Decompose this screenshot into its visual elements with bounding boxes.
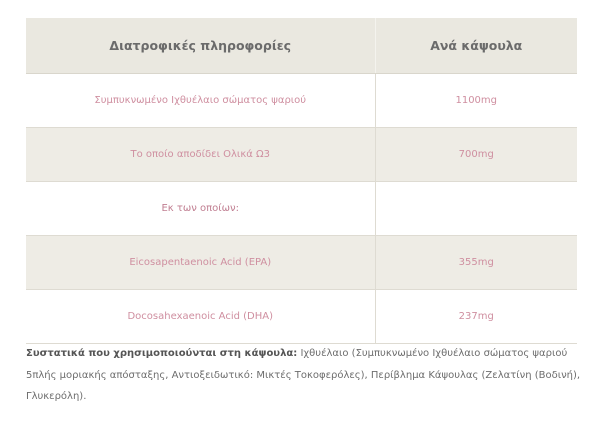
row-value-total-omega3: 700mg <box>375 128 577 182</box>
table-row <box>26 182 577 236</box>
row-name-epa: Eicosapentaenoic Acid (EPA) <box>26 236 375 290</box>
header-per-capsule: Ανά κάψουλα <box>375 18 577 74</box>
row-name-fish-oil: Συμπυκνωμένο Ιχθυέλαιο σώματος ψαριού <box>26 74 375 128</box>
table-row <box>26 74 577 128</box>
row-value-dha: 237mg <box>375 290 577 344</box>
ingredients-text: Ιχθυέλαιο (Συμπυκνωμένο Ιχθυέλαιο σώματος ψαριού 5πλής μοριακής απόσταξης, Αντιοξειδωτικό: Μικτές Τοκοφερόλες), Περίβλημα Κάψουλας (Ζελατίνη (Βοδινή), Γλυκερόλη). <box>26 348 581 402</box>
header-nutrition-info: Διατροφικές πληροφορίες <box>26 18 375 74</box>
row-value-epa: 355mg <box>375 236 577 290</box>
table-header-row <box>26 18 577 74</box>
row-name-total-omega3: Το οποίο αποδίδει Ολικά Ω3 <box>26 128 375 182</box>
ingredients-paragraph <box>26 343 581 408</box>
nutrition-table <box>26 18 577 344</box>
ingredients-label: Συστατικά που χρησιμοποιούνται στη κάψουλα: <box>26 348 298 359</box>
row-value-fish-oil: 1100mg <box>375 74 577 128</box>
row-name-dha: Docosahexaenoic Acid (DHA) <box>26 290 375 344</box>
table-row <box>26 128 577 182</box>
table-row <box>26 236 577 290</box>
row-value-of-which <box>375 182 577 236</box>
row-name-of-which: Εκ των οποίων: <box>26 182 375 236</box>
table-row <box>26 290 577 344</box>
